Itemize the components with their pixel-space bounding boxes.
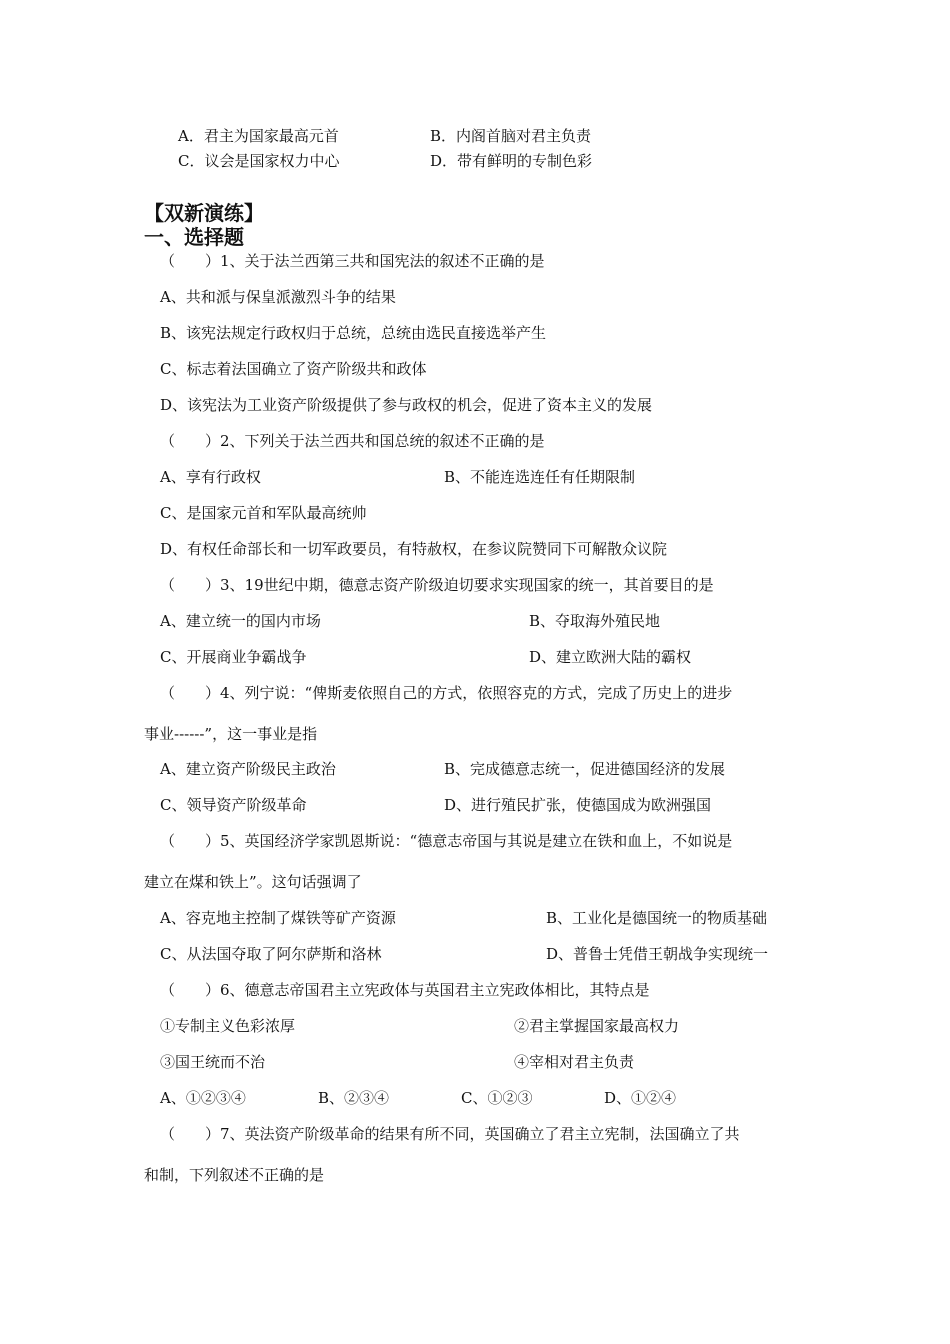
q5-stem-line2: 建立在煤和铁上”。这句话强调了 (144, 873, 362, 891)
q6-statement-4: ④宰相对君主负责 (514, 1053, 635, 1071)
q4-option-c: C、领导资产阶级革命 (160, 796, 307, 814)
prev-option-b: B．内阁首脑对君主负责 (430, 127, 592, 145)
q3-option-b: B、夺取海外殖民地 (529, 612, 661, 630)
q6-statement-1: ①专制主义色彩浓厚 (160, 1017, 296, 1035)
q6-stem: （ ）6、德意志帝国君主立宪政体与英国君主立宪政体相比，其特点是 (160, 981, 650, 999)
q6-option-b: B、②③④ (318, 1089, 390, 1107)
q3-stem: （ ）3、19世纪中期，德意志资产阶级迫切要求实现国家的统一，其首要目的是 (160, 576, 714, 594)
q6-statement-3: ③国王统而不治 (160, 1053, 266, 1071)
q3-option-d: D、建立欧洲大陆的霸权 (529, 648, 692, 666)
q5-option-a: A、容克地主控制了煤铁等矿产资源 (160, 909, 396, 927)
q5-stem-line1: （ ）5、英国经济学家凯恩斯说：“德意志帝国与其说是建立在铁和血上，不如说是 (160, 832, 733, 850)
q4-option-b: B、完成德意志统一，促进德国经济的发展 (444, 760, 726, 778)
q6-option-c: C、①②③ (461, 1089, 533, 1107)
q4-stem-line1: （ ）4、列宁说：“俾斯麦依照自己的方式，依照容克的方式，完成了历史上的进步 (160, 684, 733, 702)
q2-option-d: D、有权任命部长和一切军政要员，有特赦权，在参议院赞同下可解散众议院 (160, 540, 668, 558)
q7-stem-line2: 和制，下列叙述不正确的是 (144, 1166, 325, 1184)
q6-statement-2: ②君主掌握国家最高权力 (514, 1017, 680, 1035)
q1-stem: （ ）1、关于法兰西第三共和国宪法的叙述不正确的是 (160, 252, 545, 270)
q2-option-b: B、不能连选连任有任期限制 (444, 468, 636, 486)
q1-option-b: B、该宪法规定行政权归于总统，总统由选民直接选举产生 (160, 324, 547, 342)
q3-option-a: A、建立统一的国内市场 (160, 612, 321, 630)
subsection-title: 一、选择题 (144, 225, 244, 249)
q4-option-a: A、建立资产阶级民主政治 (160, 760, 336, 778)
q1-option-c: C、标志着法国确立了资产阶级共和政体 (160, 360, 427, 378)
q2-stem: （ ）2、下列关于法兰西共和国总统的叙述不正确的是 (160, 432, 545, 450)
q3-option-c: C、开展商业争霸战争 (160, 648, 307, 666)
q6-option-d: D、①②④ (604, 1089, 677, 1107)
q2-option-a: A、享有行政权 (160, 468, 261, 486)
q4-option-d: D、进行殖民扩张，使德国成为欧洲强国 (444, 796, 712, 814)
prev-option-a: A．君主为国家最高元首 (178, 127, 339, 145)
q6-option-a: A、①②③④ (160, 1089, 246, 1107)
section-title: 【双新演练】 (144, 201, 264, 225)
q7-stem-line1: （ ）7、英法资产阶级革命的结果有所不同，英国确立了君主立宪制，法国确立了共 (160, 1125, 740, 1143)
q1-option-a: A、共和派与保皇派激烈斗争的结果 (160, 288, 396, 306)
q4-stem-line2: 事业------”，这一事业是指 (144, 725, 318, 743)
prev-option-c: C．议会是国家权力中心 (178, 152, 340, 170)
q1-option-d: D、该宪法为工业资产阶级提供了参与政权的机会，促进了资本主义的发展 (160, 396, 653, 414)
q5-option-d: D、普鲁士凭借王朝战争实现统一 (546, 945, 769, 963)
q5-option-c: C、从法国夺取了阿尔萨斯和洛林 (160, 945, 382, 963)
q2-option-c: C、是国家元首和军队最高统帅 (160, 504, 367, 522)
prev-option-d: D．带有鲜明的专制色彩 (430, 152, 593, 170)
q5-option-b: B、工业化是德国统一的物质基础 (546, 909, 768, 927)
